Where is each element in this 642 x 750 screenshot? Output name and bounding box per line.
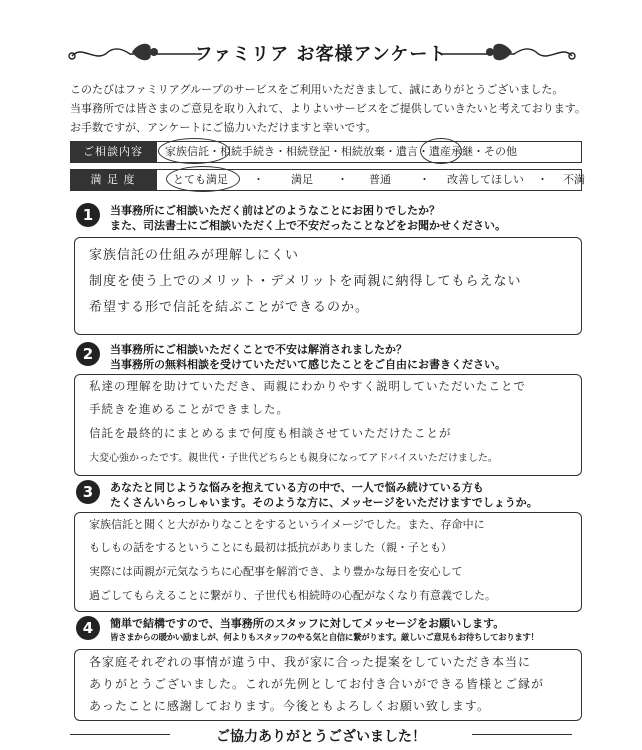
question-line: 当事務所にご相談いただくことで不安は解消されましたか？ xyxy=(110,343,407,356)
handwritten-answer: 家族信託と聞くと大がかりなことをするというイメージでした。また、存命中に xyxy=(89,518,485,531)
question-number: 4 xyxy=(76,616,100,640)
title-row xyxy=(0,34,642,68)
satisfaction-row xyxy=(70,169,585,191)
handwritten-answer: 家族信託の仕組みが理解しにくい xyxy=(89,248,300,263)
handwritten-answer: 各家庭それぞれの事情が違う中、我が家に合った提案をしていただき本当に xyxy=(89,655,532,669)
satisfaction-label: 満 足 度 xyxy=(70,169,156,191)
selection-circle-icon xyxy=(420,138,462,164)
option-needs-improvement: 改善してほしい xyxy=(447,173,524,186)
question-line: また、司法書士にご相談いただく上で不安だったことなどをお聞かせください。 xyxy=(110,219,506,232)
question-text xyxy=(110,480,538,510)
intro-text xyxy=(70,80,586,137)
answer-box xyxy=(74,649,582,721)
question-number: 3 xyxy=(76,480,100,504)
option-separator: ・ xyxy=(337,173,348,186)
question-text xyxy=(110,203,506,233)
option-satisfied: 満足 xyxy=(291,173,313,186)
question-line: あなたと同じような悩みを抱えている方の中で、一人で悩み続けている方も xyxy=(110,481,484,494)
consultation-label: ご相談内容 xyxy=(70,141,156,163)
handwritten-answer: ありがとうございました。これが先例としてお付き合いができる皆様とご縁が xyxy=(89,677,545,691)
handwritten-answer: 実際には両親が元気なうちに心配事を解消でき、より豊かな毎日を安心して xyxy=(89,565,463,578)
question-subtext: 皆さまからの暖かい励ましが、何よりもスタッフのやる気と自信に繋がります。厳しいご意見もお待ちしております！ xyxy=(110,633,539,643)
page-title: ファミリア お客様アンケート xyxy=(194,44,448,65)
option-separator: ・ xyxy=(537,173,548,186)
answer-box xyxy=(74,374,582,476)
selection-circle-icon xyxy=(166,166,240,192)
option-separator: ・ xyxy=(419,173,430,186)
question-text xyxy=(110,342,506,372)
question-number: 1 xyxy=(76,203,100,227)
intro-line: 当事務所では皆さまのご意見を取り入れて、よりよいサービスをご提供していきたいと考えております。 xyxy=(70,102,586,115)
footer-divider xyxy=(472,734,572,735)
ornament-right-icon xyxy=(432,38,582,66)
question-line: たくさんいらっしゃいます。そのような方に、メッセージをいただけますでしょうか。 xyxy=(110,496,538,509)
answer-box xyxy=(74,237,582,335)
question-number: 2 xyxy=(76,342,100,366)
handwritten-answer: 希望する形で信託を結ぶことができるのか。 xyxy=(89,300,370,315)
option-normal: 普通 xyxy=(369,173,391,186)
handwritten-answer: もしもの話をするということにも最初は抵抗がありました（親・子とも） xyxy=(89,541,452,554)
handwritten-answer: 過ごしてもらえることに繋がり、子世代も相続時の心配がなくなり有意義でした。 xyxy=(89,589,496,602)
question-text xyxy=(110,616,539,646)
intro-line: このたびはファミリアグループのサービスをご利用いただきまして、誠にありがとうございました。 xyxy=(70,83,564,96)
question-line: 当事務所にご相談いただく前はどのようなことにお困りでしたか？ xyxy=(110,204,440,217)
option-very-satisfied: とても満足 xyxy=(173,173,228,186)
consultation-row xyxy=(70,141,582,163)
option-separator: ・ xyxy=(253,173,264,186)
footer-thanks: ご協力ありがとうございました！ xyxy=(216,729,426,745)
handwritten-answer: 手続きを進めることができました。 xyxy=(89,402,289,416)
intro-line: お手数ですが、アンケートにご協力いただけますと幸いです。 xyxy=(70,121,377,134)
handwritten-answer: 私達の理解を助けていただき、両親にわかりやすく説明していただいたことで xyxy=(89,379,527,393)
question-line: 当事務所の無料相談を受けていただいて感じたことをご自由にお書きください。 xyxy=(110,358,506,371)
handwritten-answer: 信託を最終的にまとめるまで何度も相談させていただけたことが xyxy=(89,426,452,440)
selection-circle-icon xyxy=(158,138,230,164)
handwritten-answer: 制度を使う上でのメリット・デメリットを両親に納得してもらえない xyxy=(89,274,522,289)
option-dissatisfied: 不満 xyxy=(563,173,585,186)
question-line: 簡単で結構ですので、当事務所のスタッフに対してメッセージをお願いします。 xyxy=(110,617,505,630)
handwritten-answer: 大変心強かったです。親世代・子世代どちらとも親身になってアドバイスいただけました。 xyxy=(89,453,498,464)
answer-box xyxy=(74,512,582,612)
consultation-options: 家族信託・相続手続き・相続登記・相続放棄・遺言・遺産承継・その他 xyxy=(156,141,582,163)
handwritten-answer: あったことに感謝しております。今後ともよろしくお願い致します。 xyxy=(89,699,490,713)
